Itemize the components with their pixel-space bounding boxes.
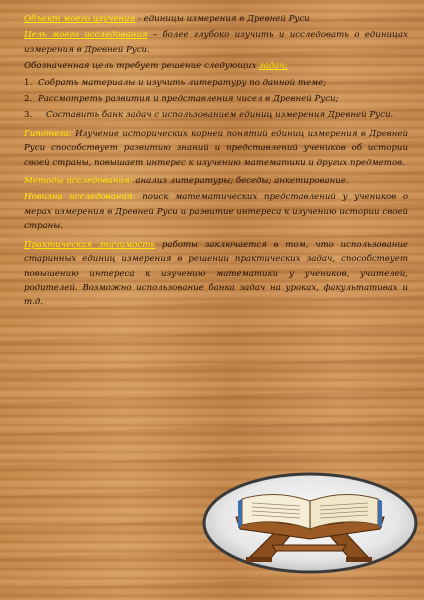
tasks-intro-paragraph <box>24 59 408 73</box>
task-item-3 <box>24 108 408 122</box>
significance-label: Практическая значимость <box>24 239 156 250</box>
document-body <box>24 12 408 314</box>
task-text-3: Составить банк задач с использованием единиц измерения Древней Руси. <box>46 110 394 121</box>
goal-text: – более глубоко изучить и исследовать о единицах измерения в Древней Руси. <box>24 30 408 55</box>
novelty-paragraph <box>24 190 408 233</box>
significance-paragraph <box>24 238 408 310</box>
task-number-1: 1. <box>24 77 33 88</box>
goal-label: Цель моего исследования <box>24 30 148 41</box>
object-label: Объект моего изучения <box>24 14 136 24</box>
task-number-2: 2. <box>24 94 33 105</box>
methods-text: анализ литературы; беседы; анкетирование. <box>132 176 349 187</box>
object-paragraph <box>24 12 408 26</box>
open-book-on-stand-icon <box>200 471 420 575</box>
methods-label: Методы исследования: <box>24 176 133 187</box>
task-text-1: Собрать материалы и изучить литературу по данной теме; <box>38 77 327 88</box>
task-item-2 <box>24 92 408 106</box>
task-number-3: 3. <box>24 110 33 121</box>
object-text: - единицы измерения в Древней Руси <box>135 14 310 24</box>
task-text-2: Рассмотреть развития и представления чисел в Древней Руси; <box>38 94 339 105</box>
novelty-label: Новизна исследования: <box>24 192 136 203</box>
methods-paragraph <box>24 174 408 188</box>
tasks-label: задач: <box>259 61 288 72</box>
goal-paragraph <box>24 28 408 57</box>
significance-text: работы заключается в том, что использование старинных единиц измерения в решении практических задач, способствует повышению интереса к изучению математики у учеников, учителей, родителей. Возможно использование банка задач на уроках, факультативах и т.д. <box>24 239 408 308</box>
hypothesis-paragraph <box>24 127 408 170</box>
novelty-text: поиск математических представлений у учеников о мерах измерения в Древней Руси и развитие интереса к изучению истории своей страны. <box>24 192 408 232</box>
hypothesis-text: Изучение исторических корней понятий единиц измерения в Древней Руси способствует развитию знаний и представлений учеников об истории своей страны, повышает интерес к изучению математики и других предметов. <box>24 128 408 168</box>
task-item-1 <box>24 76 408 90</box>
tasks-intro-text: Обозначенная цель требует решение следующих <box>24 61 260 72</box>
hypothesis-label: Гипотеза: <box>24 128 72 139</box>
